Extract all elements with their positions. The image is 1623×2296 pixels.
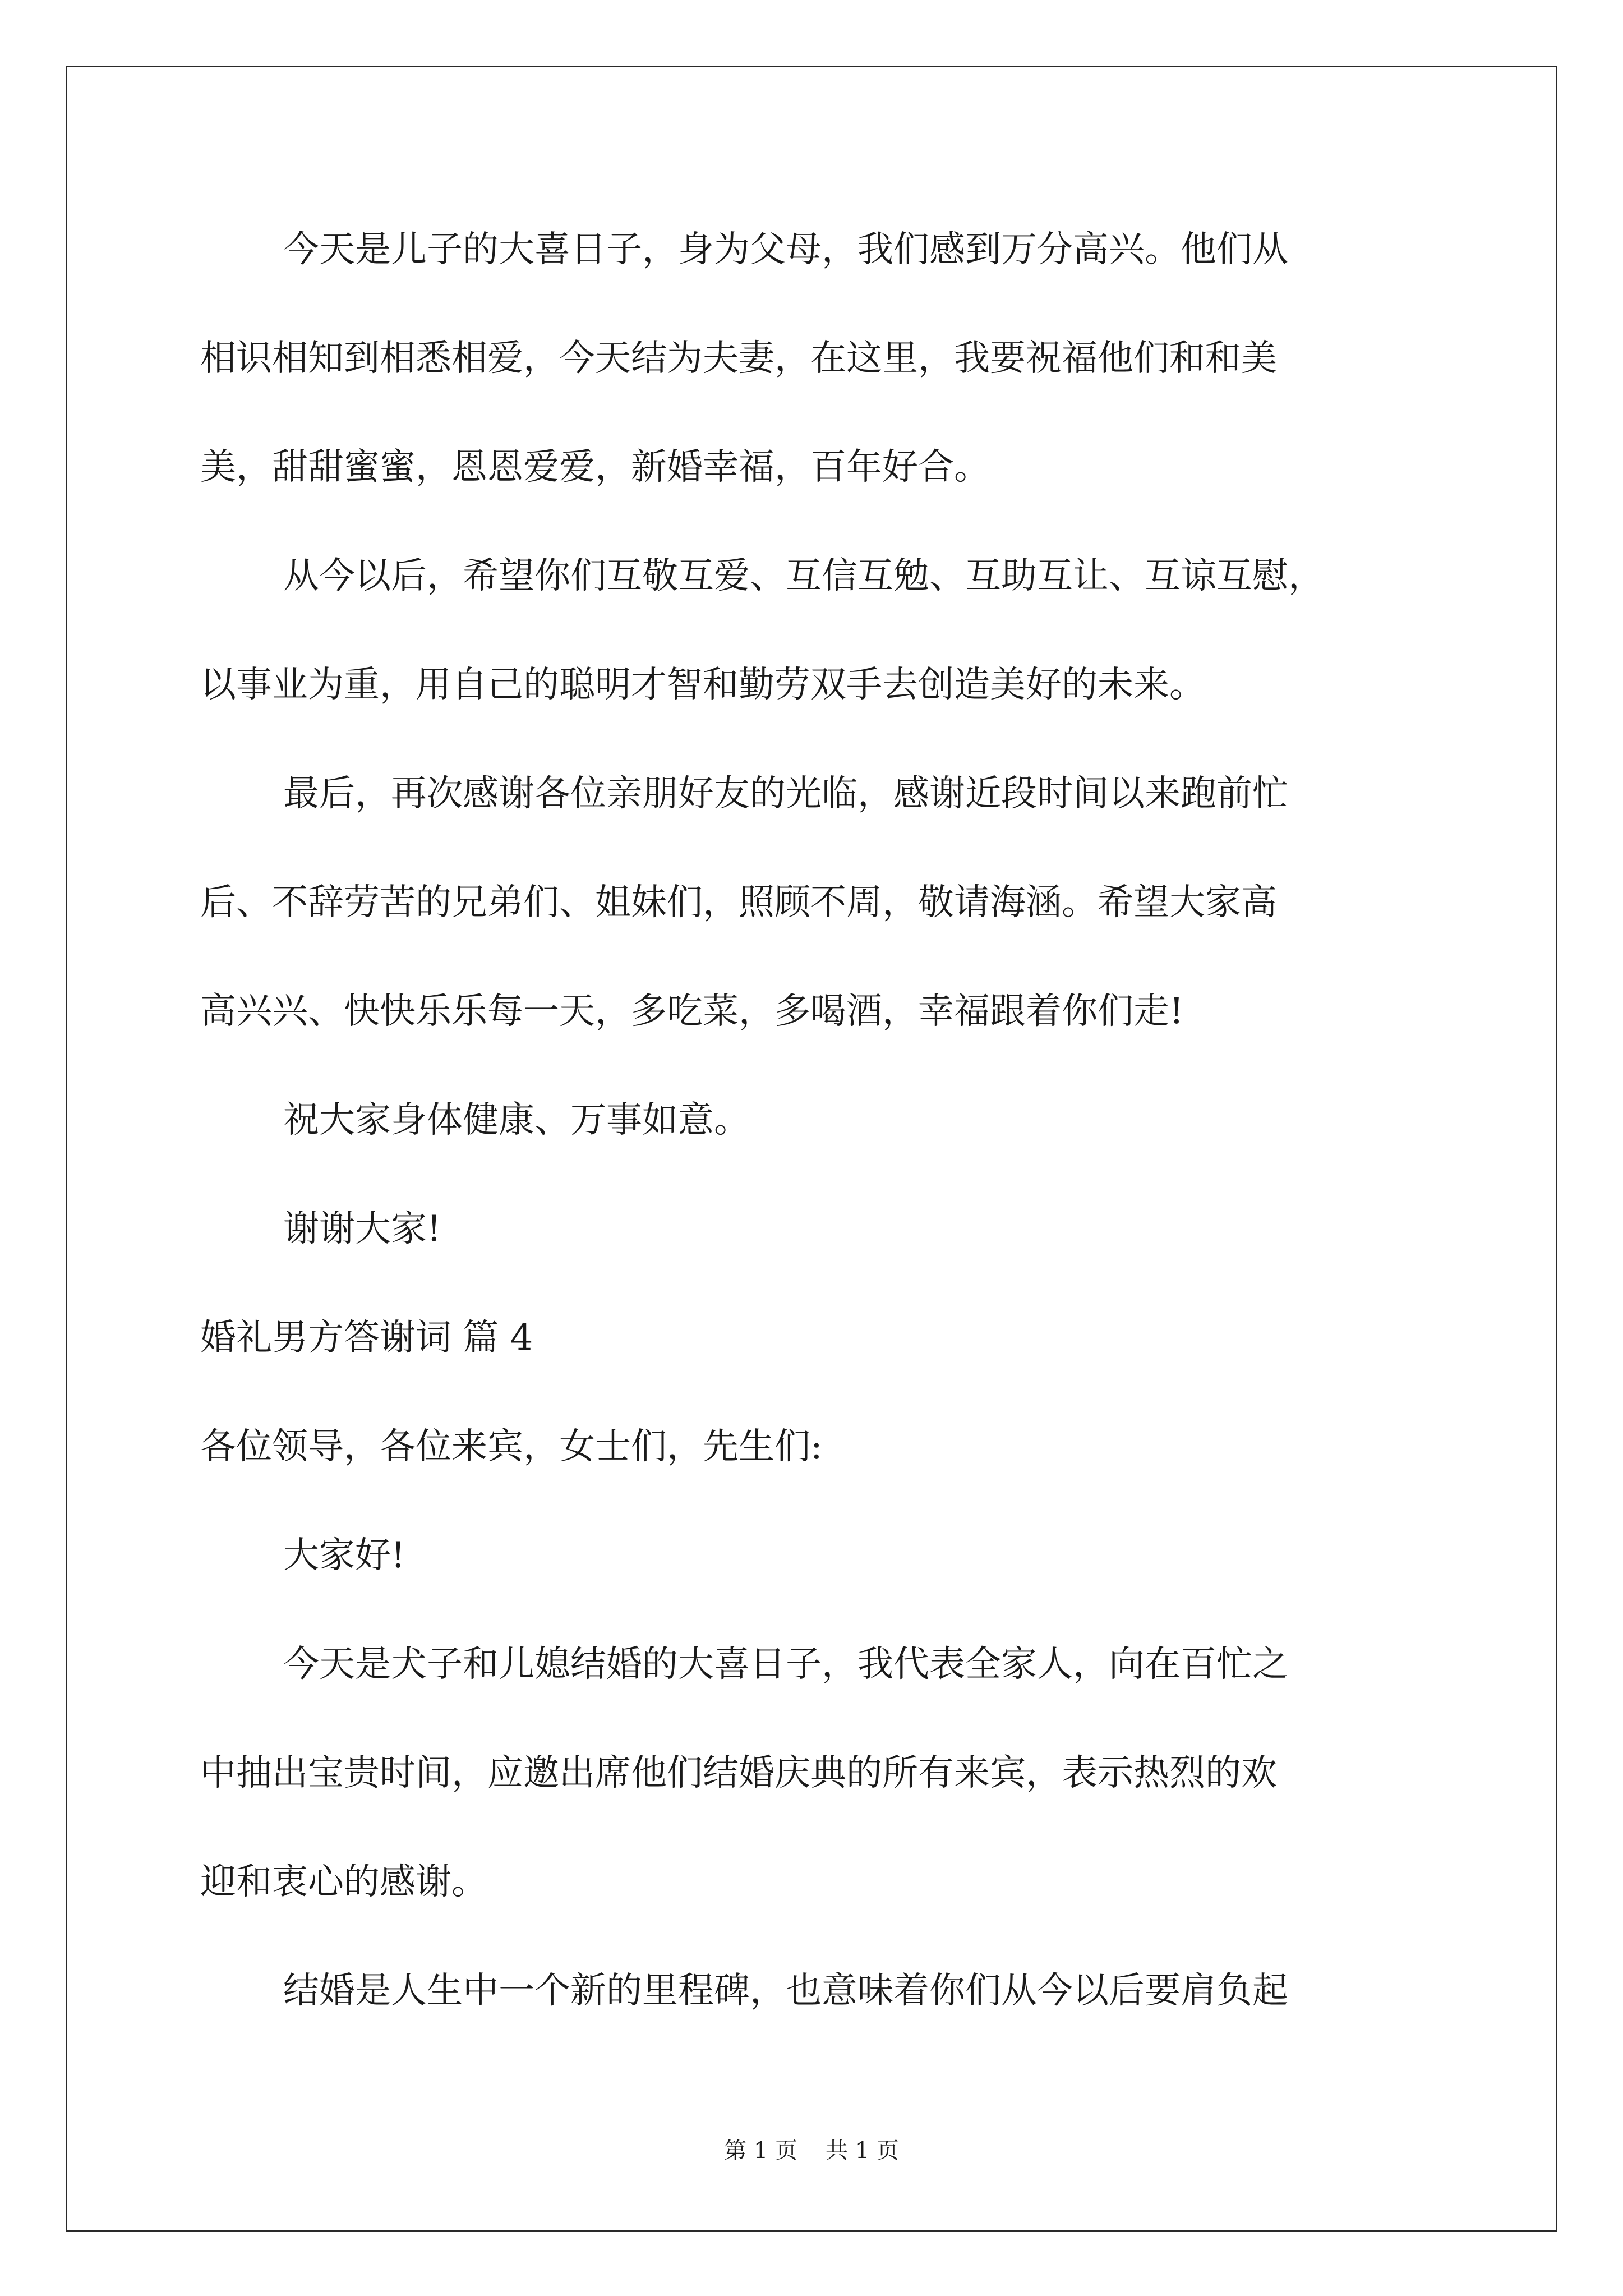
paragraph-line: 祝大家身体健康、万事如意。: [283, 1099, 750, 1141]
paragraph-line: 从今以后，希望你们互敬互爱、互信互勉、互助互让、互谅互慰，: [283, 555, 1324, 597]
paragraph-line: 相识相知到相悉相爱，今天结为夫妻，在这里，我要祝福他们和和美: [200, 338, 1277, 379]
salutation-line: 各位领导，各位来宾，女士们，先生们:: [200, 1426, 823, 1467]
paragraph-line: 美，甜甜蜜蜜，恩恩爱爱，新婚幸福，百年好合。: [200, 447, 990, 488]
paragraph-line: 今天是犬子和儿媳结婚的大喜日子，我代表全家人，向在百忙之: [283, 1644, 1288, 1685]
paragraph-line: 中抽出宝贵时间，应邀出席他们结婚庆典的所有来宾，表示热烈的欢: [200, 1752, 1277, 1794]
page-border: [66, 66, 1557, 2232]
paragraph-line: 谢谢大家!: [283, 1208, 441, 1250]
page-footer: [0, 2139, 1623, 2162]
page-number: 第 1 页: [724, 2138, 797, 2164]
paragraph-line: 以事业为重，用自己的聪明才智和勤劳双手去创造美好的未来。: [200, 664, 1205, 706]
greeting-line: 大家好!: [283, 1535, 405, 1576]
page-total: 共 1 页: [826, 2138, 899, 2164]
paragraph-line: 后、不辞劳苦的兄弟们、姐妹们，照顾不周，敬请海涵。希望大家高: [200, 882, 1277, 923]
paragraph-line: 今天是儿子的大喜日子，身为父母，我们感到万分高兴。他们从: [283, 229, 1288, 270]
paragraph-line: 高兴兴、快快乐乐每一天，多吃菜，多喝酒，幸福跟着你们走!: [200, 991, 1184, 1032]
paragraph-line: 结婚是人生中一个新的里程碑，也意味着你们从今以后要肩负起: [283, 1970, 1288, 2012]
section-heading: 婚礼男方答谢词 篇 4: [200, 1317, 533, 1359]
paragraph-line: 迎和衷心的感谢。: [200, 1861, 487, 1903]
paragraph-line: 最后，再次感谢各位亲朋好友的光临，感谢近段时间以来跑前忙: [283, 773, 1288, 815]
